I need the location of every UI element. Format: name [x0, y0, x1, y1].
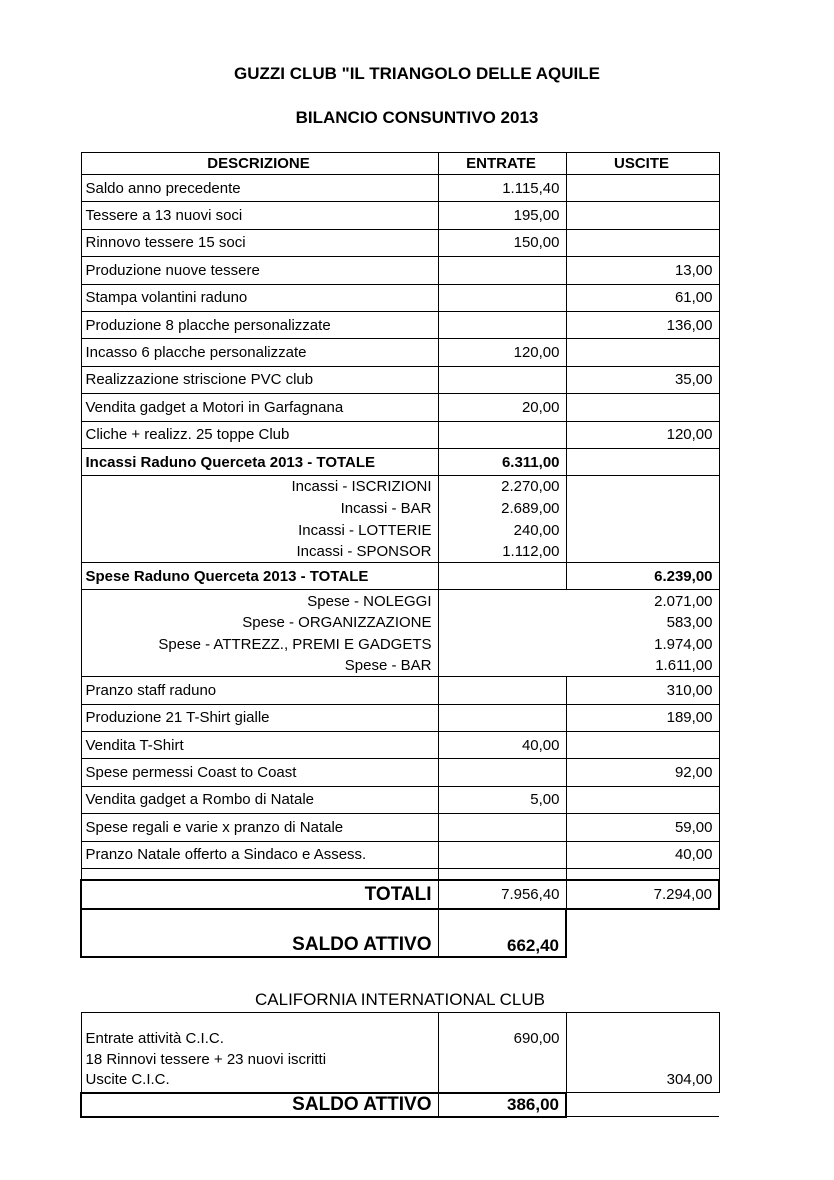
row-uscite: 13,00: [566, 257, 719, 284]
ledger-row: [81, 677, 719, 704]
row-entrate: 2.270,00: [438, 476, 566, 498]
row-entrate: [438, 284, 566, 311]
saldo-row: [81, 909, 719, 957]
saldo-value: 662,40: [438, 909, 566, 957]
row-uscite: 59,00: [566, 814, 719, 841]
row-entrate: [438, 841, 566, 868]
row-uscite: [566, 202, 719, 229]
ledger-row: [81, 229, 719, 256]
row-description: Pranzo staff raduno: [81, 677, 438, 704]
row-uscite: 40,00: [566, 841, 719, 868]
row-description: Cliche + realizz. 25 toppe Club: [81, 421, 438, 448]
row-entrate: [438, 311, 566, 338]
ledger-row: [81, 421, 719, 448]
ledger-subitem-row: [81, 612, 719, 634]
row-entrate: 195,00: [438, 202, 566, 229]
cic-entries-row: [81, 1013, 719, 1093]
row-uscite: [566, 175, 719, 202]
row-description: Spese - NOLEGGI: [81, 590, 438, 612]
cic-saldo-label: SALDO ATTIVO: [81, 1093, 438, 1117]
row-uscite: 583,00: [566, 612, 719, 634]
row-uscite: [566, 229, 719, 256]
totals-uscite: 7.294,00: [566, 880, 719, 909]
row-uscite: [566, 476, 719, 498]
row-entrate: 6.311,00: [438, 448, 566, 475]
row-uscite: 61,00: [566, 284, 719, 311]
row-entrate: [438, 677, 566, 704]
ledger-subitem-row: [81, 541, 719, 563]
row-description: Incassi - ISCRIZIONI: [81, 476, 438, 498]
row-uscite: [566, 448, 719, 475]
row-entrate: 1.115,40: [438, 175, 566, 202]
row-uscite: 1.611,00: [566, 655, 719, 677]
ledger-row: [81, 759, 719, 786]
ledger-table: [80, 152, 720, 958]
cic-entrate-label: Entrate attività C.I.C.: [85, 1030, 224, 1047]
column-header-uscite: USCITE: [566, 153, 719, 175]
ledger-subitem-row: [81, 476, 719, 498]
ledger-subitem-row: [81, 590, 719, 612]
cic-uscite-value: 304,00: [666, 1071, 713, 1088]
cic-table: [80, 1012, 720, 1118]
ledger-subitem-row: [81, 497, 719, 519]
ledger-subitem-row: [81, 633, 719, 655]
row-description: Spese permessi Coast to Coast: [81, 759, 438, 786]
row-description: Vendita gadget a Motori in Garfagnana: [81, 394, 438, 421]
ledger-row: [81, 563, 719, 590]
ledger-row: [81, 311, 719, 338]
row-uscite: [566, 786, 719, 813]
totals-row: [81, 880, 719, 909]
row-entrate: 1.112,00: [438, 541, 566, 563]
row-entrate: 240,00: [438, 519, 566, 541]
row-description: Spese regali e varie x pranzo di Natale: [81, 814, 438, 841]
ledger-subitem-row: [81, 519, 719, 541]
row-description: Vendita T-Shirt: [81, 731, 438, 758]
document-subtitle: BILANCIO CONSUNTIVO 2013: [295, 108, 539, 127]
row-uscite: 310,00: [566, 677, 719, 704]
ledger-row: [81, 366, 719, 393]
cic-rinnovi-note: 18 Rinnovi tessere + 23 nuovi iscritti: [85, 1050, 327, 1068]
cic-section-title: CALIFORNIA INTERNATIONAL CLUB: [255, 990, 545, 1009]
ledger-row: [81, 175, 719, 202]
ledger-row: [81, 786, 719, 813]
row-uscite: 35,00: [566, 366, 719, 393]
ledger-row: [81, 704, 719, 731]
ledger-row: [81, 394, 719, 421]
row-description: Spese - ORGANIZZAZIONE: [81, 612, 438, 634]
row-description: Vendita gadget a Rombo di Natale: [81, 786, 438, 813]
totals-entrate: 7.956,40: [438, 880, 566, 909]
row-uscite: 189,00: [566, 704, 719, 731]
row-description: Realizzazione striscione PVC club: [81, 366, 438, 393]
row-entrate: [438, 704, 566, 731]
row-entrate: [438, 655, 566, 677]
row-description: Produzione 21 T-Shirt gialle: [81, 704, 438, 731]
row-description: Incassi - BAR: [81, 497, 438, 519]
row-uscite: [566, 541, 719, 563]
row-uscite: 120,00: [566, 421, 719, 448]
row-entrate: 5,00: [438, 786, 566, 813]
row-description: Pranzo Natale offerto a Sindaco e Assess.: [81, 841, 438, 868]
row-entrate: [438, 590, 566, 612]
row-entrate: 120,00: [438, 339, 566, 366]
row-description: Stampa volantini raduno: [81, 284, 438, 311]
row-description: Spese Raduno Querceta 2013 - TOTALE: [81, 563, 438, 590]
ledger-subitem-row: [81, 655, 719, 677]
row-entrate: [438, 421, 566, 448]
row-uscite: [566, 731, 719, 758]
column-header-entrate: ENTRATE: [438, 153, 566, 175]
row-uscite: 1.974,00: [566, 633, 719, 655]
ledger-row: [81, 448, 719, 475]
row-uscite: [566, 519, 719, 541]
row-uscite: 2.071,00: [566, 590, 719, 612]
row-description: Incasso 6 placche personalizzate: [81, 339, 438, 366]
row-uscite: [566, 394, 719, 421]
row-entrate: 2.689,00: [438, 497, 566, 519]
row-description: Incassi - LOTTERIE: [81, 519, 438, 541]
row-entrate: [438, 563, 566, 590]
row-uscite: [566, 497, 719, 519]
row-entrate: 40,00: [438, 731, 566, 758]
ledger-row: [81, 814, 719, 841]
ledger-row: [81, 841, 719, 868]
row-description: Incassi - SPONSOR: [81, 541, 438, 563]
row-entrate: 150,00: [438, 229, 566, 256]
totals-label: TOTALI: [81, 880, 438, 909]
cic-saldo-value: 386,00: [438, 1093, 566, 1117]
row-description: Produzione nuove tessere: [81, 257, 438, 284]
row-description: Rinnovo tessere 15 soci: [81, 229, 438, 256]
ledger-row: [81, 731, 719, 758]
row-entrate: [438, 633, 566, 655]
row-entrate: [438, 257, 566, 284]
row-description: Incassi Raduno Querceta 2013 - TOTALE: [81, 448, 438, 475]
club-title: GUZZI CLUB "IL TRIANGOLO DELLE AQUILE: [234, 64, 600, 83]
cic-entrate-value: 690,00: [513, 1030, 560, 1047]
ledger-row: [81, 339, 719, 366]
row-entrate: [438, 612, 566, 634]
blank-row: [81, 868, 719, 880]
row-entrate: [438, 814, 566, 841]
row-uscite: [566, 339, 719, 366]
row-uscite: 92,00: [566, 759, 719, 786]
ledger-row: [81, 284, 719, 311]
row-description: Spese - ATTREZZ., PREMI E GADGETS: [81, 633, 438, 655]
row-entrate: 20,00: [438, 394, 566, 421]
ledger-row: [81, 257, 719, 284]
row-entrate: [438, 759, 566, 786]
row-description: Spese - BAR: [81, 655, 438, 677]
cic-saldo-row: [81, 1093, 719, 1117]
row-uscite: 136,00: [566, 311, 719, 338]
ledger-row: [81, 202, 719, 229]
row-description: Saldo anno precedente: [81, 175, 438, 202]
cic-uscite-label: Uscite C.I.C.: [85, 1071, 170, 1088]
saldo-label: SALDO ATTIVO: [81, 909, 438, 957]
row-description: Tessere a 13 nuovi soci: [81, 202, 438, 229]
column-header-descrizione: DESCRIZIONE: [81, 153, 438, 175]
row-uscite: 6.239,00: [566, 563, 719, 590]
row-entrate: [438, 366, 566, 393]
ledger-header-row: [81, 153, 719, 175]
row-description: Produzione 8 placche personalizzate: [81, 311, 438, 338]
